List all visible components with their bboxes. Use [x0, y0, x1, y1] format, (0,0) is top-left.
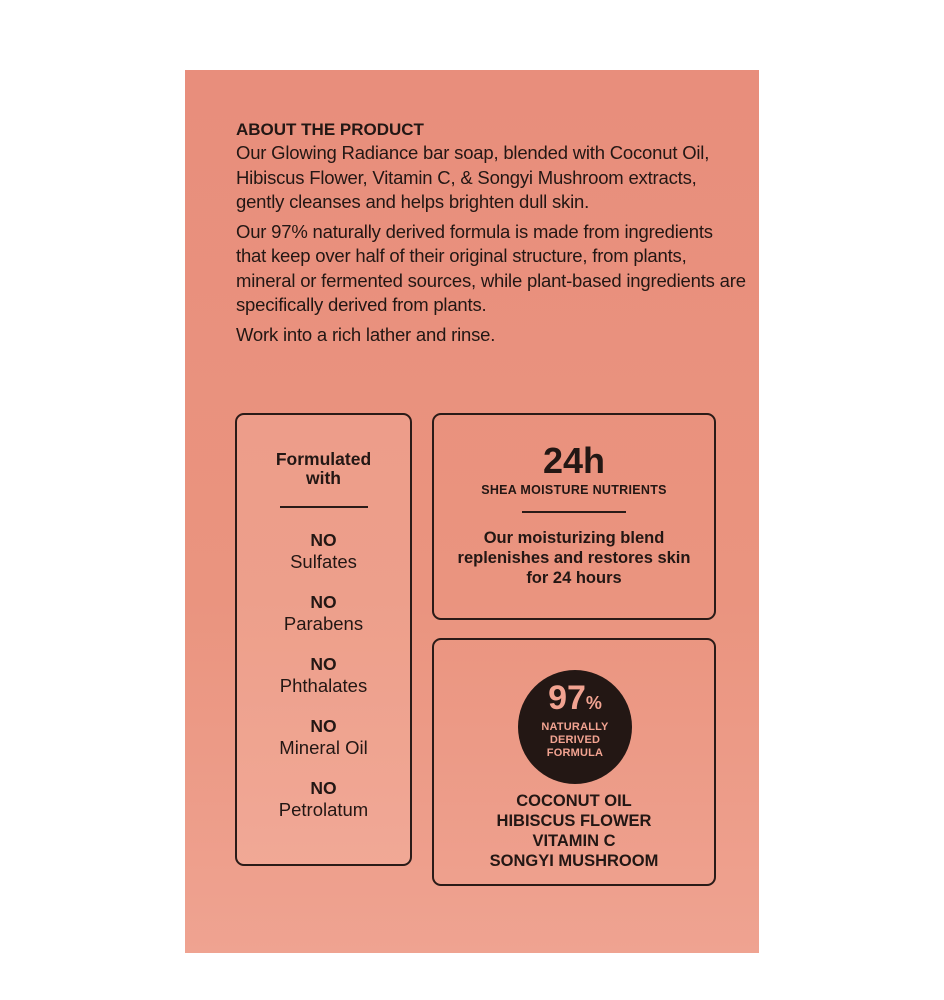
ingredients-box	[432, 638, 716, 886]
about-heading: ABOUT THE PRODUCT	[236, 120, 424, 139]
naturally-derived-badge	[518, 670, 632, 784]
free-from-item	[237, 778, 410, 820]
key-ingredients-list	[434, 791, 714, 871]
badge-percent-sign: %	[585, 693, 602, 713]
no-label: NO	[310, 716, 337, 736]
moisture-headline: 24h	[542, 440, 606, 481]
moisture-box	[432, 413, 716, 620]
moisture-description	[434, 528, 714, 588]
no-label: NO	[310, 530, 337, 550]
about-section	[236, 119, 746, 352]
formulated-title	[237, 450, 410, 488]
no-label: NO	[310, 592, 337, 612]
badge-line-2: DERIVED	[549, 734, 601, 746]
ingredient-item: VITAMIN C	[532, 832, 616, 850]
formulated-with-box	[235, 413, 412, 866]
ingredient-item: HIBISCUS FLOWER	[496, 812, 652, 830]
moisture-divider	[522, 511, 626, 513]
about-paragraph-3: Work into a rich lather and rinse.	[236, 323, 496, 345]
about-paragraph-2: Our 97% naturally derived formula is made from ingredients that keep over half of their original structure, from plants, mineral or fermented sources, while plant-based ingredients are specifically derived from plants.	[236, 220, 746, 315]
moisture-line-1: Our moisturizing blend	[483, 529, 665, 547]
free-from-item	[237, 592, 410, 634]
free-from-name: Phthalates	[279, 675, 368, 696]
formulated-title-line-2: with	[306, 468, 341, 488]
ingredient-item: SONGYI MUSHROOM	[489, 852, 659, 870]
badge-number: 97	[548, 679, 586, 717]
free-from-item	[237, 530, 410, 572]
badge-percentage	[518, 680, 632, 721]
free-from-list	[237, 530, 410, 820]
moisture-subtitle: SHEA MOISTURE NUTRIENTS	[481, 483, 667, 497]
badge-line-1: NATURALLY	[541, 721, 609, 733]
no-label: NO	[310, 654, 337, 674]
free-from-name: Mineral Oil	[279, 737, 368, 758]
ingredient-item: COCONUT OIL	[516, 792, 632, 810]
about-paragraph-1: Our Glowing Radiance bar soap, blended with Coconut Oil, Hibiscus Flower, Vitamin C, & Songyi Mushroom extracts, gently cleanses and helps brighten dull skin.	[236, 142, 710, 212]
free-from-name: Parabens	[283, 613, 364, 634]
product-label-panel	[185, 70, 759, 953]
moisture-line-2: replenishes and restores skin	[457, 549, 691, 567]
free-from-item	[237, 716, 410, 758]
free-from-name: Sulfates	[290, 551, 357, 572]
formulated-divider	[280, 506, 368, 508]
free-from-item	[237, 654, 410, 696]
formulated-title-line-1: Formulated	[275, 449, 372, 469]
badge-line-3: FORMULA	[546, 747, 604, 759]
free-from-name: Petrolatum	[278, 799, 369, 820]
no-label: NO	[310, 778, 337, 798]
moisture-line-3: for 24 hours	[526, 569, 622, 587]
